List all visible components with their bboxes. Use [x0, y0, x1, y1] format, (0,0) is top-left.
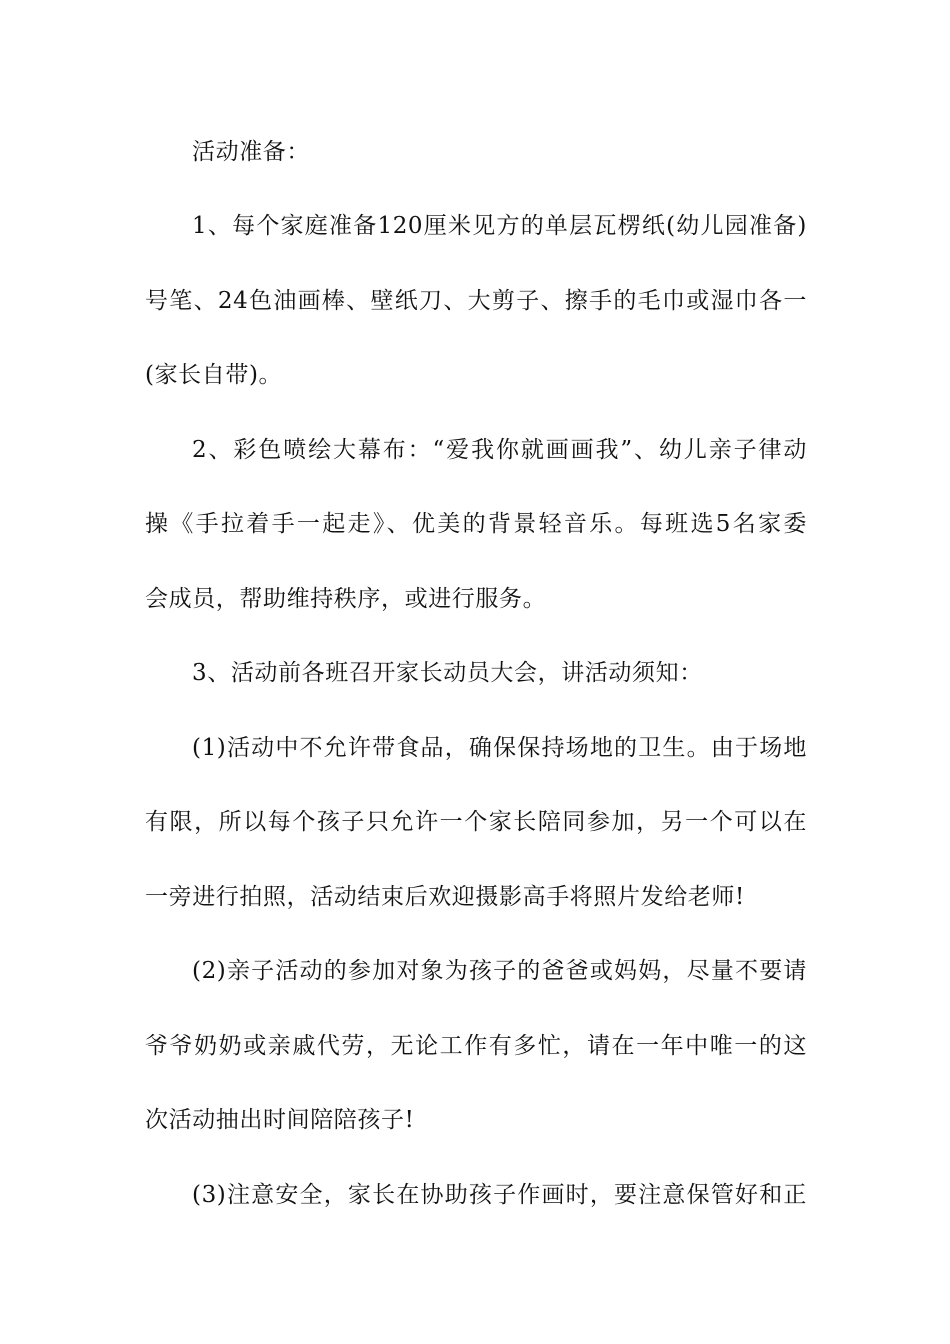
paragraph-line: 1、每个家庭准备120厘米见方的单层瓦楞纸(幼儿园准备)	[192, 213, 807, 239]
paragraph-line: 次活动抽出时间陪陪孩子!	[145, 1107, 415, 1133]
paragraph-line: 爷爷奶奶或亲戚代劳，无论工作有多忙，请在一年中唯一的这	[145, 1033, 807, 1059]
paragraph-line: 会成员，帮助维持秩序，或进行服务。	[145, 586, 547, 612]
paragraph-line: 操《手拉着手一起走》、优美的背景轻音乐。每班选5名家委	[145, 511, 807, 537]
section-heading-preparation: 活动准备：	[192, 139, 310, 165]
paragraph-line: (家长自带)。	[145, 362, 283, 388]
paragraph-line: (2)亲子活动的参加对象为孩子的爸爸或妈妈，尽量不要请	[192, 958, 807, 984]
paragraph-line: 3、活动前各班召开家长动员大会，讲活动须知：	[192, 660, 703, 686]
paragraph-line: 有限，所以每个孩子只允许一个家长陪同参加，另一个可以在	[145, 809, 807, 835]
paragraph-line: (1)活动中不允许带食品，确保保持场地的卫生。由于场地	[192, 735, 807, 761]
paragraph-line: (3)注意安全，家长在协助孩子作画时，要注意保管好和正	[192, 1182, 807, 1208]
paragraph-line: 一旁进行拍照，活动结束后欢迎摄影高手将照片发给老师!	[145, 884, 745, 910]
paragraph-line: 号笔、24色油画棒、壁纸刀、大剪子、擦手的毛巾或湿巾各一	[145, 288, 807, 314]
paragraph-line: 2、彩色喷绘大幕布：“爱我你就画画我”、幼儿亲子律动	[192, 437, 807, 463]
